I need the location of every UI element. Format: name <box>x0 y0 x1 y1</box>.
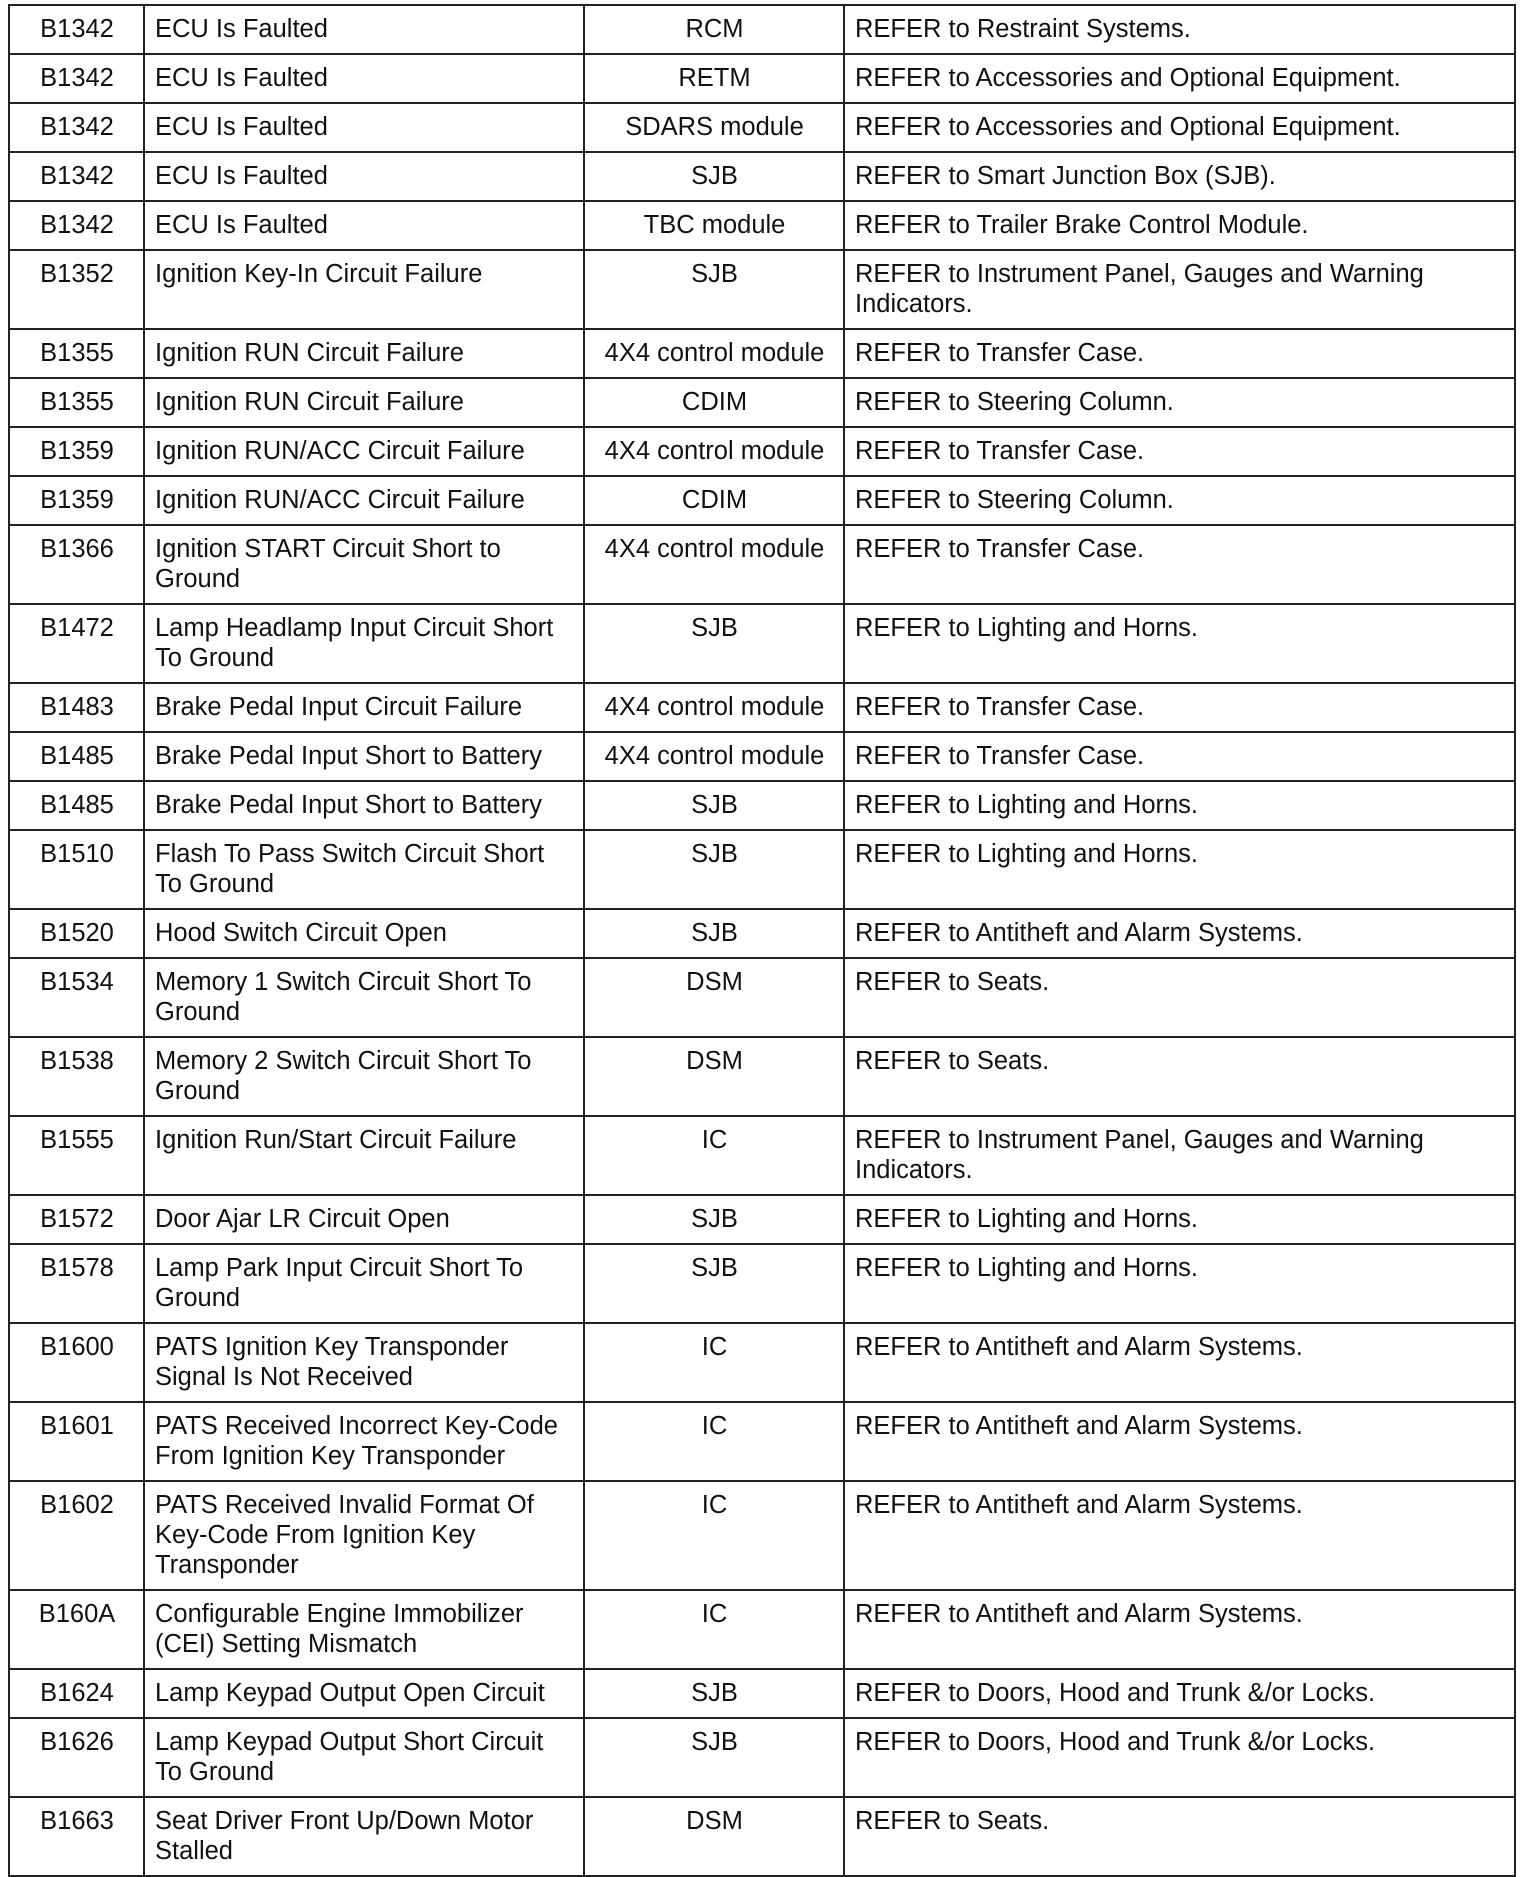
table-row <box>9 152 1515 201</box>
action-cell: REFER to Steering Column. <box>844 476 1515 525</box>
description-cell: PATS Received Incorrect Key-Code From Ignition Key Transponder <box>144 1402 584 1481</box>
module-cell: SJB <box>584 604 844 683</box>
action-cell: REFER to Transfer Case. <box>844 427 1515 476</box>
table-row <box>9 1244 1515 1323</box>
table-row <box>9 1797 1515 1876</box>
document-page <box>8 4 1514 1877</box>
module-cell: DSM <box>584 958 844 1037</box>
module-cell: IC <box>584 1481 844 1590</box>
table-row <box>9 103 1515 152</box>
action-cell: REFER to Transfer Case. <box>844 525 1515 604</box>
description-cell: Memory 2 Switch Circuit Short To Ground <box>144 1037 584 1116</box>
table-row <box>9 378 1515 427</box>
module-cell: DSM <box>584 1037 844 1116</box>
dtc-code-cell: B1520 <box>9 909 144 958</box>
table-row <box>9 909 1515 958</box>
description-cell: Lamp Keypad Output Short Circuit To Ground <box>144 1718 584 1797</box>
dtc-code-cell: B1352 <box>9 250 144 329</box>
action-cell: REFER to Antitheft and Alarm Systems. <box>844 1323 1515 1402</box>
module-cell: 4X4 control module <box>584 683 844 732</box>
table-row <box>9 830 1515 909</box>
table-row <box>9 1590 1515 1669</box>
dtc-code-cell: B1485 <box>9 732 144 781</box>
description-cell: Ignition START Circuit Short to Ground <box>144 525 584 604</box>
dtc-table-body <box>9 5 1515 1876</box>
module-cell: IC <box>584 1323 844 1402</box>
description-cell: PATS Ignition Key Transponder Signal Is Not Received <box>144 1323 584 1402</box>
dtc-table <box>8 4 1516 1877</box>
description-cell: ECU Is Faulted <box>144 103 584 152</box>
dtc-code-cell: B1485 <box>9 781 144 830</box>
action-cell: REFER to Antitheft and Alarm Systems. <box>844 1481 1515 1590</box>
description-cell: ECU Is Faulted <box>144 201 584 250</box>
table-row <box>9 1323 1515 1402</box>
action-cell: REFER to Lighting and Horns. <box>844 1244 1515 1323</box>
table-row <box>9 1718 1515 1797</box>
dtc-code-cell: B160A <box>9 1590 144 1669</box>
action-cell: REFER to Transfer Case. <box>844 732 1515 781</box>
action-cell: REFER to Seats. <box>844 1797 1515 1876</box>
dtc-code-cell: B1359 <box>9 427 144 476</box>
module-cell: IC <box>584 1116 844 1195</box>
table-row <box>9 201 1515 250</box>
module-cell: 4X4 control module <box>584 427 844 476</box>
module-cell: RCM <box>584 5 844 54</box>
module-cell: 4X4 control module <box>584 525 844 604</box>
module-cell: 4X4 control module <box>584 732 844 781</box>
dtc-code-cell: B1624 <box>9 1669 144 1718</box>
dtc-code-cell: B1366 <box>9 525 144 604</box>
description-cell: Ignition Run/Start Circuit Failure <box>144 1116 584 1195</box>
table-row <box>9 732 1515 781</box>
description-cell: Lamp Headlamp Input Circuit Short To Ground <box>144 604 584 683</box>
table-row <box>9 604 1515 683</box>
action-cell: REFER to Antitheft and Alarm Systems. <box>844 1590 1515 1669</box>
dtc-code-cell: B1538 <box>9 1037 144 1116</box>
table-row <box>9 1481 1515 1590</box>
dtc-code-cell: B1342 <box>9 103 144 152</box>
table-row <box>9 54 1515 103</box>
module-cell: TBC module <box>584 201 844 250</box>
table-row <box>9 525 1515 604</box>
dtc-code-cell: B1663 <box>9 1797 144 1876</box>
action-cell: REFER to Instrument Panel, Gauges and Warning Indicators. <box>844 250 1515 329</box>
table-row <box>9 1402 1515 1481</box>
action-cell: REFER to Restraint Systems. <box>844 5 1515 54</box>
description-cell: ECU Is Faulted <box>144 54 584 103</box>
table-row <box>9 1195 1515 1244</box>
module-cell: RETM <box>584 54 844 103</box>
action-cell: REFER to Doors, Hood and Trunk &/or Locks. <box>844 1718 1515 1797</box>
dtc-code-cell: B1602 <box>9 1481 144 1590</box>
description-cell: Lamp Keypad Output Open Circuit <box>144 1669 584 1718</box>
table-row <box>9 250 1515 329</box>
description-cell: PATS Received Invalid Format Of Key-Code From Ignition Key Transponder <box>144 1481 584 1590</box>
action-cell: REFER to Accessories and Optional Equipment. <box>844 54 1515 103</box>
action-cell: REFER to Steering Column. <box>844 378 1515 427</box>
table-row <box>9 781 1515 830</box>
dtc-code-cell: B1342 <box>9 152 144 201</box>
table-row <box>9 5 1515 54</box>
dtc-code-cell: B1342 <box>9 5 144 54</box>
description-cell: ECU Is Faulted <box>144 5 584 54</box>
dtc-code-cell: B1342 <box>9 54 144 103</box>
dtc-code-cell: B1359 <box>9 476 144 525</box>
module-cell: SJB <box>584 830 844 909</box>
dtc-code-cell: B1355 <box>9 329 144 378</box>
action-cell: REFER to Antitheft and Alarm Systems. <box>844 909 1515 958</box>
dtc-code-cell: B1355 <box>9 378 144 427</box>
table-row <box>9 683 1515 732</box>
description-cell: Ignition Key-In Circuit Failure <box>144 250 584 329</box>
module-cell: SJB <box>584 1718 844 1797</box>
description-cell: Lamp Park Input Circuit Short To Ground <box>144 1244 584 1323</box>
table-row <box>9 476 1515 525</box>
action-cell: REFER to Seats. <box>844 958 1515 1037</box>
description-cell: Seat Driver Front Up/Down Motor Stalled <box>144 1797 584 1876</box>
dtc-code-cell: B1601 <box>9 1402 144 1481</box>
action-cell: REFER to Smart Junction Box (SJB). <box>844 152 1515 201</box>
table-row <box>9 1037 1515 1116</box>
module-cell: SJB <box>584 909 844 958</box>
action-cell: REFER to Transfer Case. <box>844 683 1515 732</box>
action-cell: REFER to Instrument Panel, Gauges and Warning Indicators. <box>844 1116 1515 1195</box>
table-row <box>9 1116 1515 1195</box>
dtc-code-cell: B1342 <box>9 201 144 250</box>
action-cell: REFER to Lighting and Horns. <box>844 1195 1515 1244</box>
description-cell: ECU Is Faulted <box>144 152 584 201</box>
action-cell: REFER to Doors, Hood and Trunk &/or Locks. <box>844 1669 1515 1718</box>
action-cell: REFER to Trailer Brake Control Module. <box>844 201 1515 250</box>
module-cell: IC <box>584 1402 844 1481</box>
description-cell: Memory 1 Switch Circuit Short To Ground <box>144 958 584 1037</box>
module-cell: SJB <box>584 1244 844 1323</box>
dtc-code-cell: B1578 <box>9 1244 144 1323</box>
module-cell: IC <box>584 1590 844 1669</box>
action-cell: REFER to Accessories and Optional Equipment. <box>844 103 1515 152</box>
action-cell: REFER to Lighting and Horns. <box>844 604 1515 683</box>
module-cell: SJB <box>584 152 844 201</box>
dtc-code-cell: B1600 <box>9 1323 144 1402</box>
description-cell: Ignition RUN/ACC Circuit Failure <box>144 476 584 525</box>
description-cell: Brake Pedal Input Circuit Failure <box>144 683 584 732</box>
description-cell: Brake Pedal Input Short to Battery <box>144 732 584 781</box>
description-cell: Ignition RUN Circuit Failure <box>144 329 584 378</box>
table-row <box>9 958 1515 1037</box>
action-cell: REFER to Transfer Case. <box>844 329 1515 378</box>
description-cell: Brake Pedal Input Short to Battery <box>144 781 584 830</box>
module-cell: SDARS module <box>584 103 844 152</box>
description-cell: Ignition RUN Circuit Failure <box>144 378 584 427</box>
table-row <box>9 329 1515 378</box>
module-cell: CDIM <box>584 378 844 427</box>
module-cell: SJB <box>584 250 844 329</box>
description-cell: Ignition RUN/ACC Circuit Failure <box>144 427 584 476</box>
description-cell: Configurable Engine Immobilizer (CEI) Setting Mismatch <box>144 1590 584 1669</box>
module-cell: DSM <box>584 1797 844 1876</box>
dtc-code-cell: B1555 <box>9 1116 144 1195</box>
dtc-code-cell: B1572 <box>9 1195 144 1244</box>
module-cell: CDIM <box>584 476 844 525</box>
module-cell: SJB <box>584 1669 844 1718</box>
action-cell: REFER to Seats. <box>844 1037 1515 1116</box>
module-cell: SJB <box>584 1195 844 1244</box>
dtc-code-cell: B1626 <box>9 1718 144 1797</box>
action-cell: REFER to Lighting and Horns. <box>844 781 1515 830</box>
module-cell: 4X4 control module <box>584 329 844 378</box>
description-cell: Door Ajar LR Circuit Open <box>144 1195 584 1244</box>
table-row <box>9 427 1515 476</box>
description-cell: Hood Switch Circuit Open <box>144 909 584 958</box>
dtc-code-cell: B1534 <box>9 958 144 1037</box>
action-cell: REFER to Lighting and Horns. <box>844 830 1515 909</box>
module-cell: SJB <box>584 781 844 830</box>
table-row <box>9 1669 1515 1718</box>
action-cell: REFER to Antitheft and Alarm Systems. <box>844 1402 1515 1481</box>
description-cell: Flash To Pass Switch Circuit Short To Ground <box>144 830 584 909</box>
dtc-code-cell: B1483 <box>9 683 144 732</box>
dtc-code-cell: B1472 <box>9 604 144 683</box>
dtc-code-cell: B1510 <box>9 830 144 909</box>
